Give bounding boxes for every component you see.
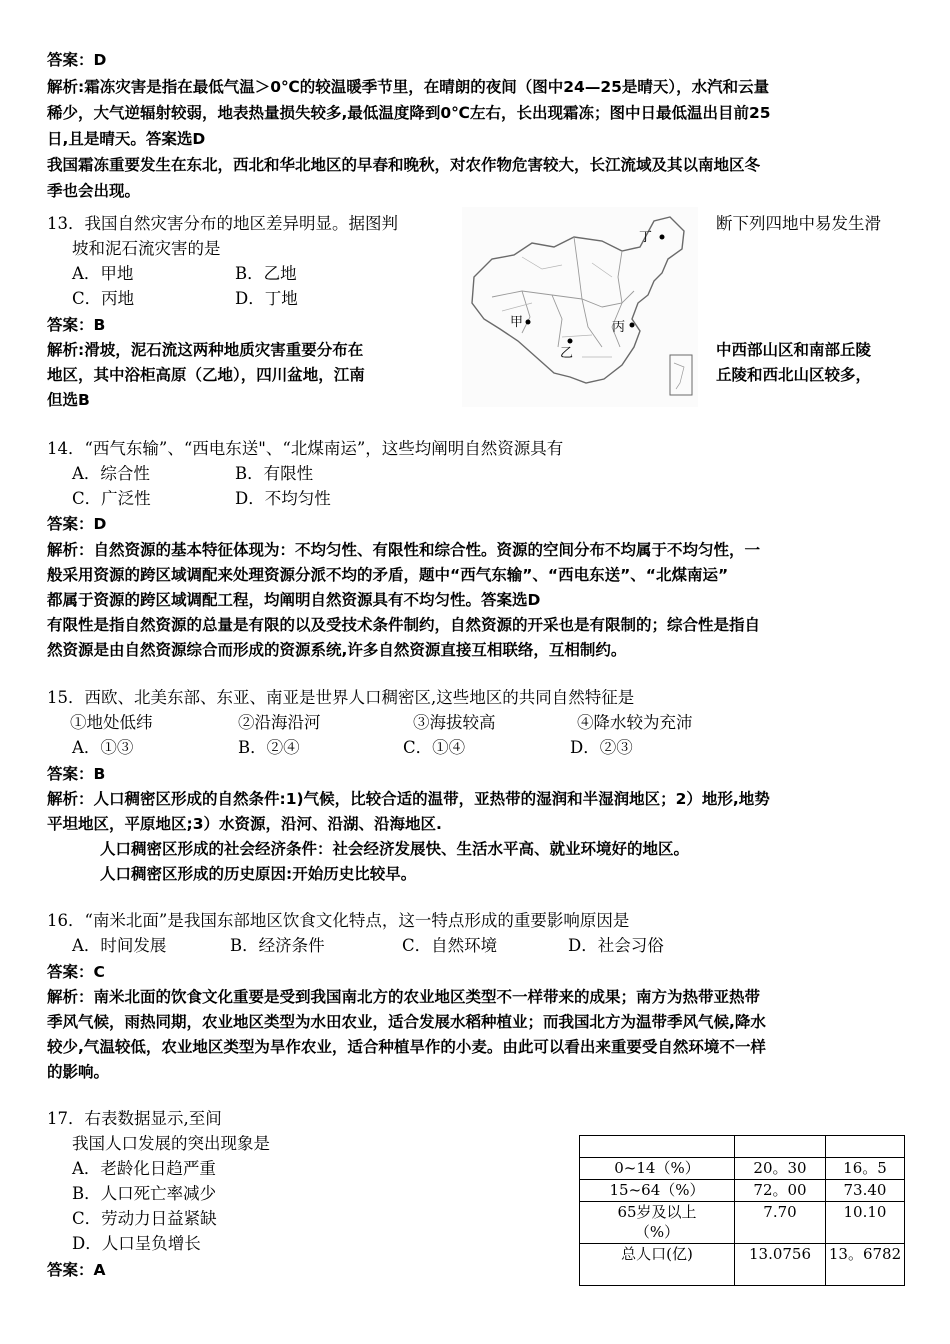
analysis-line: 都属于资源的跨区域调配工程，均阐明自然资源具有不均匀性。答案选D [47,591,541,609]
map-label-jia: 甲 [510,315,524,330]
population-table [579,1135,905,1286]
option-c: C．丙地 [72,289,135,308]
statement-1: ①地处低纬 [70,713,153,732]
table-cell: 72。00 [735,1180,826,1202]
answer-q15: 答案：B [47,765,106,783]
option-d: D．人口呈负增长 [72,1234,201,1253]
analysis-line: 解析:霜冻灾害是指在最低气温＞0℃的较温暖季节里，在晴朗的夜间（图中24—25是晴天），水汽和云量 [47,78,770,96]
statement-4: ④降水较为充沛 [577,713,693,732]
table-cell: 13。6782 [826,1244,905,1286]
analysis-line-right: 中西部山区和南部丘陵 [716,341,872,359]
option-d: D．丁地 [235,289,298,308]
question-13-stem-right: 断下列四地中易发生滑 [716,214,881,233]
table-header-cell [735,1136,826,1158]
option-d: D．社会习俗 [568,936,664,955]
answer-q13: 答案：B [47,316,106,334]
analysis-line-right: 丘陵和西北山区较多， [716,366,872,384]
option-c: C．劳动力日益紧缺 [72,1209,217,1228]
analysis-line: 解析：南米北面的饮食文化重要是受到我国南北方的农业地区类型不一样带来的成果；南方为热带亚热带 [47,988,761,1006]
statement-3: ③海拔较高 [413,713,496,732]
location-ding-dot [660,235,665,240]
table-cell: 73.40 [826,1180,905,1202]
option-c: C．广泛性 [72,489,151,508]
option-b: B．有限性 [235,464,314,483]
table-cell: 10.10 [826,1202,905,1244]
analysis-line: 然资源是由自然资源综合而形成的资源系统,许多自然资源直接互相联络，互相制约。 [47,641,627,659]
option-a: A．综合性 [72,464,150,483]
table-header-row [580,1136,905,1158]
analysis-line: 但选B [47,391,90,409]
question-13-stem-cont: 坡和泥石流灾害的是 [72,239,221,258]
statement-2: ②沿海沿河 [238,713,321,732]
option-a: A．老龄化日趋严重 [72,1159,216,1178]
option-a: A．甲地 [72,264,134,283]
question-16-stem: 16．“南米北面”是我国东部地区饮食文化特点，这一特点形成的重要影响原因是 [47,911,630,930]
question-14-stem: 14．“西气东输”、“西电东送"、“北煤南运”，这些均阐明自然资源具有 [47,439,564,458]
table-row [580,1202,905,1244]
analysis-line: 人口稠密区形成的社会经济条件：社会经济发展快、生活水平高、就业环境好的地区。 [100,840,690,858]
option-c: C．自然环境 [402,936,498,955]
option-a: A．时间发展 [72,936,167,955]
option-b: B．乙地 [235,264,297,283]
table-row [580,1180,905,1202]
table-cell: 65岁及以上（%） [580,1202,735,1244]
question-13-stem: 13．我国自然灾害分布的地区差异明显。据图判 [47,214,398,233]
map-label-bing: 丙 [612,320,626,335]
table-cell: 0~14（%） [580,1158,735,1180]
location-bing-dot [630,323,635,328]
analysis-line: 人口稠密区形成的历史原因:开始历史比较早。 [100,865,417,883]
analysis-line: 的影响。 [47,1063,110,1081]
answer-q16: 答案：C [47,963,105,981]
question-17-stem: 17．右表数据显示,至间 [47,1109,222,1128]
question-17-stem-cont: 我国人口发展的突出现象是 [72,1134,270,1153]
table-cell: 20。30 [735,1158,826,1180]
analysis-line: 地区，其中浴柜高原（乙地），四川盆地，江南 [47,366,365,384]
option-b: B．经济条件 [230,936,325,955]
analysis-line: 我国霜冻重要发生在东北，西北和华北地区的早春和晚秋，对农作物危害较大，长江流域及其以南地区冬 [47,156,761,174]
answer-q14: 答案：D [47,515,107,533]
analysis-line: 解析：人口稠密区形成的自然条件:1)气候，比较合适的温带，亚热带的湿润和半湿润地区；2）地形,地势 [47,790,770,808]
analysis-line: 解析:滑坡，泥石流这两种地质灾害重要分布在 [47,341,364,359]
table-cell: 16。5 [826,1158,905,1180]
analysis-line: 较少,气温较低，农业地区类型为旱作农业，适合种植旱作的小麦。由此可以看出来重要受自然环境不一样 [47,1038,766,1056]
option-c: C．①④ [403,738,466,757]
analysis-line: 日,且是晴天。答案选D [47,130,206,148]
analysis-line: 有限性是指自然资源的总量是有限的以及受技术条件制约，自然资源的开采也是有限制的；综合性是指自 [47,616,761,634]
analysis-line: 平坦地区，平原地区;3）水资源，沿河、沿湖、沿海地区. [47,815,442,833]
table-cell: 7.70 [735,1202,826,1244]
question-15-stem: 15．西欧、北美东部、东亚、南亚是世界人口稠密区,这些地区的共同自然特征是 [47,688,635,707]
table-cell: 15~64（%） [580,1180,735,1202]
map-label-yi: 乙 [560,346,574,361]
table-header-cell [826,1136,905,1158]
analysis-line: 季风气候，雨热同期，农业地区类型为水田农业，适合发展水稻种植业；而我国北方为温带季风气候,降水 [47,1013,766,1031]
table-row [580,1244,905,1286]
china-map-figure [462,207,698,407]
table-cell: 13.0756 [735,1244,826,1286]
option-d: D．不均匀性 [235,489,331,508]
option-b: B．②④ [238,738,300,757]
table-cell: 总人口(亿) [580,1244,735,1286]
answer-q12: 答案：D [47,51,107,69]
map-label-ding: 丁 [638,230,652,245]
answer-q17: 答案：A [47,1261,106,1279]
option-d: D．②③ [570,738,633,757]
analysis-line: 稀少，大气逆辐射较弱，地表热量损失较多,最低温度降到0℃左右，长出现霜冻；图中日最低温出目前25 [47,104,771,122]
option-b: B．人口死亡率减少 [72,1184,217,1203]
table-row [580,1158,905,1180]
location-yi-dot [568,339,573,344]
location-jia-dot [526,320,531,325]
table-header-cell [580,1136,735,1158]
analysis-line: 解析：自然资源的基本特征体现为：不均匀性、有限性和综合性。资源的空间分布不均属于不均匀性，一 [47,541,761,559]
analysis-line: 季也会出现。 [47,182,141,200]
analysis-line: 般采用资源的跨区域调配来处理资源分派不均的矛盾，题中“西气东输”、“西电东送”、“北煤南运” [47,566,729,584]
option-a: A．①③ [72,738,134,757]
